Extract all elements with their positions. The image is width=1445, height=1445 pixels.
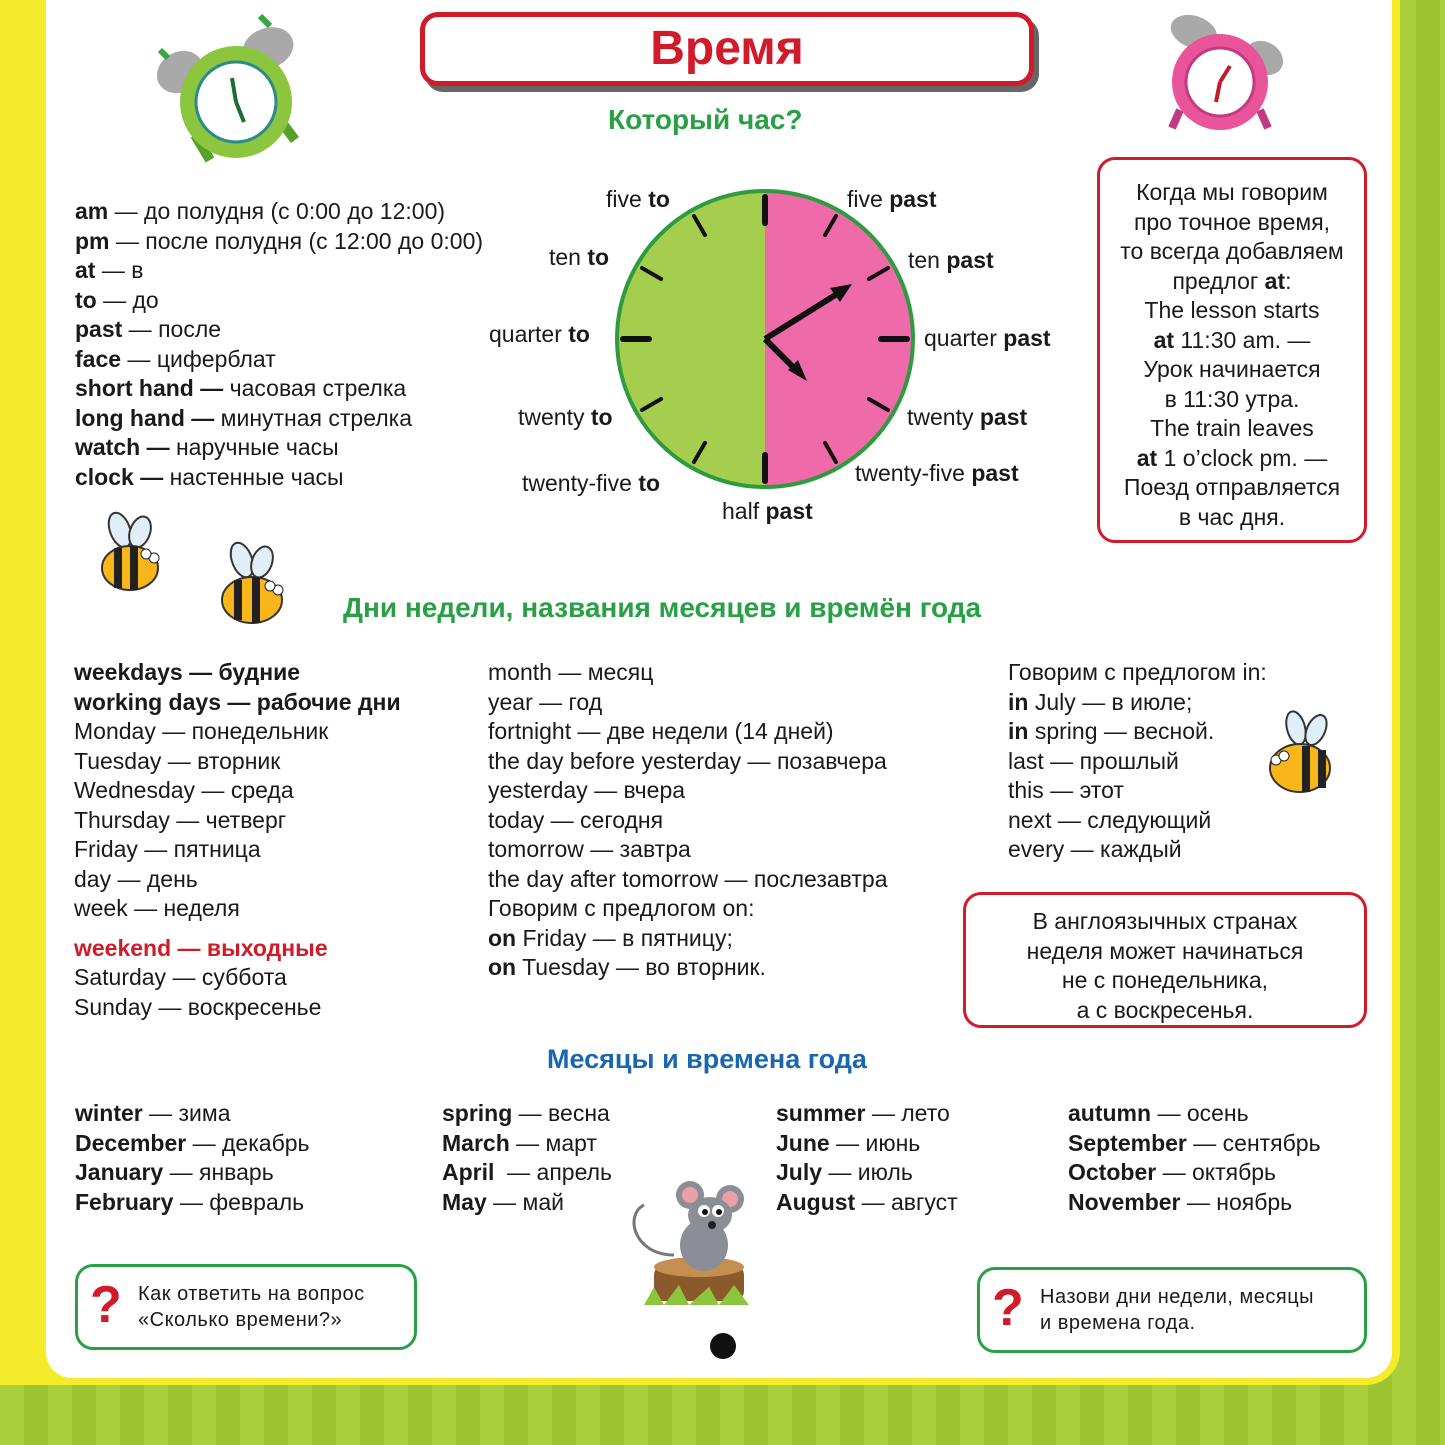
list-item: April — апрель xyxy=(442,1159,613,1185)
list-item: summer — лето xyxy=(776,1100,950,1126)
glossary-item: to — до xyxy=(75,286,159,313)
page-title: Время xyxy=(650,22,804,75)
label-twenty-to: twenty to xyxy=(518,404,613,430)
label-quarter-to: quarter to xyxy=(489,321,590,347)
months-heading: Месяцы и времена года xyxy=(547,1044,867,1074)
list-item: last — прошлый xyxy=(1008,747,1179,774)
title-banner xyxy=(420,12,1034,86)
label-twenty-past: twenty past xyxy=(907,404,1028,430)
autumn-column xyxy=(1068,1099,1321,1217)
list-item: Saturday — суббота xyxy=(74,964,287,990)
glossary-item: at — в xyxy=(75,257,144,283)
list-item: Friday — пятница xyxy=(74,836,261,862)
alarm-clock-icon xyxy=(140,10,310,170)
list-item: every — каждый xyxy=(1008,836,1182,862)
glossary-item: past — после xyxy=(75,316,222,342)
winter-column xyxy=(75,1099,310,1217)
list-item: winter — зима xyxy=(75,1100,231,1126)
days-column-3 xyxy=(1008,658,1267,865)
question-box-right xyxy=(977,1267,1367,1353)
list-item: May — май xyxy=(442,1188,564,1215)
list-item: August — август xyxy=(776,1188,958,1215)
list-item: the day after tomorrow — послезавтра xyxy=(488,865,888,892)
list-item: Говорим с предлогом in: xyxy=(1008,659,1267,685)
list-item: February — февраль xyxy=(75,1188,305,1215)
mouse-icon xyxy=(624,1175,759,1310)
list-item: on Friday — в пятницу; xyxy=(488,924,733,951)
list-item: tomorrow — завтра xyxy=(488,836,691,862)
question-mark-icon: ? xyxy=(992,1279,1024,1337)
glossary-item: am — до полудня (с 0:00 до 12:00) xyxy=(75,198,446,224)
label-five-to: five to xyxy=(606,186,670,212)
label-twenty-five-to: twenty-five to xyxy=(522,470,661,496)
list-item: working days — рабочие дни xyxy=(74,688,401,715)
summer-column xyxy=(776,1099,958,1217)
question-mark-icon: ? xyxy=(90,1276,122,1334)
glossary-item: pm — после полудня (с 12:00 до 0:00) xyxy=(75,227,484,254)
list-item: spring — весна xyxy=(442,1100,610,1126)
glossary-item: short hand — часовая стрелка xyxy=(75,375,407,401)
label-half-past: half past xyxy=(722,498,813,524)
glossary-item: watch — наручные часы xyxy=(75,434,339,460)
days-heading: Дни недели, названия месяцев и времён года xyxy=(343,592,982,623)
list-item: fortnight — две недели (14 дней) xyxy=(488,718,834,744)
label-ten-to: ten to xyxy=(549,244,610,270)
list-item: Говорим с предлогом on: xyxy=(488,895,755,921)
list-item: November — ноябрь xyxy=(1068,1188,1293,1215)
list-item: in July — в июле; xyxy=(1008,688,1193,715)
list-item: day — день xyxy=(74,865,198,892)
bee-icon xyxy=(90,510,180,600)
time-glossary xyxy=(75,197,483,492)
bee-icon xyxy=(210,540,305,635)
list-item: week — неделя xyxy=(74,895,240,921)
exact-time-note: Когда мы говорим про точное время, то всегда добавляем предлог at: The lesson starts at 11:30 am. — Урок начинается в 11:30 утра. The train leaves at 1 o’clock pm. — Поезд отправляется в час дня. xyxy=(1097,157,1367,543)
week-start-note: В англоязычных странах неделя может начинаться не с понедельника, а с воскресенья. xyxy=(963,892,1367,1028)
days-column-1 xyxy=(74,658,401,1022)
question-text: Назови дни недели, месяцы и времена года. xyxy=(1040,1286,1315,1334)
label-quarter-past: quarter past xyxy=(924,325,1051,351)
list-item: weekdays — будние xyxy=(74,659,301,685)
list-item: in spring — весной. xyxy=(1008,718,1215,744)
question-text: Как ответить на вопрос «Сколько времени?» xyxy=(138,1283,365,1331)
list-item: December — декабрь xyxy=(75,1129,310,1156)
list-item: on Tuesday — во вторник. xyxy=(488,954,766,980)
list-item: Wednesday — среда xyxy=(74,777,294,803)
clock-face xyxy=(612,186,918,492)
list-item: Tuesday — вторник xyxy=(74,747,281,774)
list-item: October — октябрь xyxy=(1068,1159,1277,1185)
list-item: next — следующий xyxy=(1008,806,1212,833)
list-item: the day before yesterday — позавчера xyxy=(488,747,887,774)
list-item: this — этот xyxy=(1008,777,1124,803)
question-box-left xyxy=(75,1264,417,1350)
glossary-item: clock — настенные часы xyxy=(75,463,344,490)
list-item: autumn — осень xyxy=(1068,1100,1249,1126)
label-five-past: five past xyxy=(847,186,937,212)
list-item: yesterday — вчера xyxy=(488,777,686,803)
label-ten-past: ten past xyxy=(908,247,994,273)
list-item: Monday — понедельник xyxy=(74,718,329,744)
weekend-heading: weekend — выходные xyxy=(74,934,328,961)
spring-column xyxy=(442,1099,612,1217)
list-item: year — год xyxy=(488,688,603,715)
list-item: Sunday — воскресенье xyxy=(74,993,322,1020)
list-item: March — март xyxy=(442,1129,597,1156)
page-dot xyxy=(710,1333,736,1359)
list-item: June — июнь xyxy=(776,1129,921,1156)
list-item: Thursday — четверг xyxy=(74,806,287,833)
glossary-item: long hand — минутная стрелка xyxy=(75,404,413,431)
list-item: today — сегодня xyxy=(488,806,664,833)
list-item: month — месяц xyxy=(488,659,654,685)
list-item: September — сентябрь xyxy=(1068,1129,1321,1156)
glossary-item: face — циферблат xyxy=(75,345,276,372)
label-twenty-five-past: twenty-five past xyxy=(855,460,1019,486)
days-column-2 xyxy=(488,658,888,983)
list-item: January — январь xyxy=(75,1159,274,1185)
clock-heading: Который час? xyxy=(608,104,803,135)
alarm-clock-icon xyxy=(1160,10,1300,140)
list-item: July — июль xyxy=(776,1159,913,1185)
